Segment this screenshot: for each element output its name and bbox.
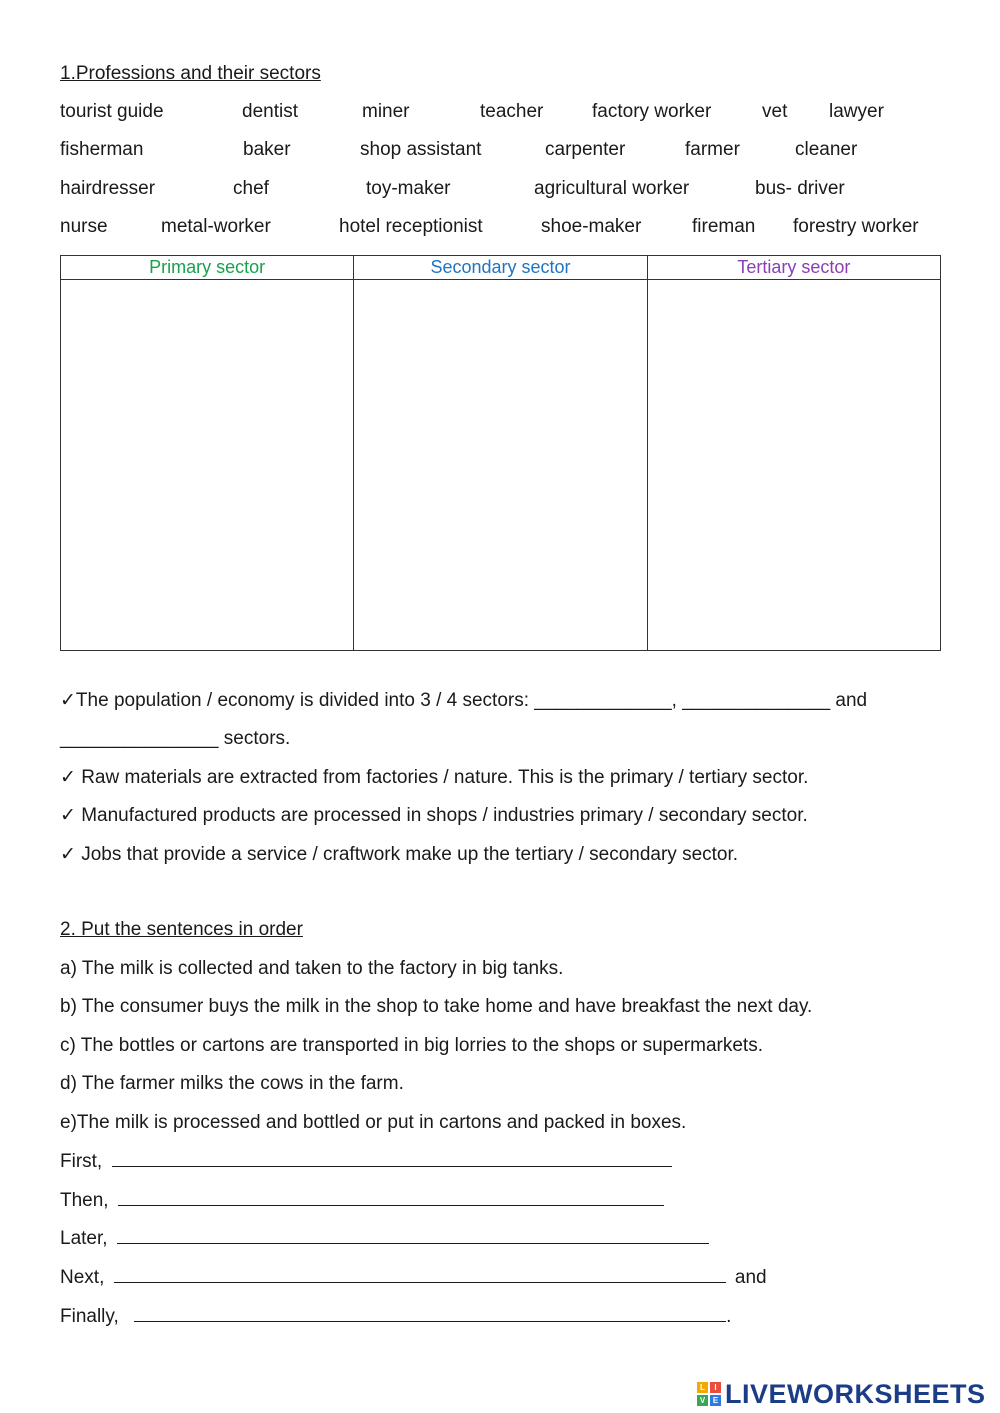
answer-first-label: First, xyxy=(60,1151,103,1172)
sentence-d: d) The farmer milks the cows in the farm. xyxy=(60,1073,404,1094)
answer-next-suffix: and xyxy=(734,1267,767,1288)
statement-1-line-1: ✓The population / economy is divided into 3 / 4 sectors: _____________, ______________ and xyxy=(60,690,868,711)
answer-finally-label: Finally, xyxy=(60,1306,119,1327)
word-bank-item: factory worker xyxy=(592,101,712,122)
word-bank-item: chef xyxy=(233,178,269,199)
word-bank-item: baker xyxy=(243,139,291,160)
answer-later-label: Later, xyxy=(60,1228,108,1249)
liveworksheets-logo[interactable] xyxy=(697,1378,986,1410)
sentence-c: c) The bottles or cartons are transported in big lorries to the shops or supermarkets. xyxy=(60,1035,763,1056)
sectors-table xyxy=(60,255,941,651)
word-bank-item: forestry worker xyxy=(793,216,919,237)
section1-heading: 1.Professions and their sectors xyxy=(60,63,321,84)
answer-then-label: Then, xyxy=(60,1190,109,1211)
answer-then-input[interactable] xyxy=(118,1189,664,1206)
word-bank-item: cleaner xyxy=(795,139,858,160)
word-bank-item: vet xyxy=(762,101,788,122)
sentence-a: a) The milk is collected and taken to the factory in big tanks. xyxy=(60,958,564,979)
answer-finally-suffix: . xyxy=(726,1306,732,1327)
statement-2: ✓ Raw materials are extracted from factories / nature. This is the primary / tertiary sector. xyxy=(60,767,809,788)
word-bank-item: farmer xyxy=(685,139,740,160)
word-bank-item: dentist xyxy=(242,101,298,122)
sentence-e: e)The milk is processed and bottled or put in cartons and packed in boxes. xyxy=(60,1112,687,1133)
statement-1-line-2: _______________ sectors. xyxy=(60,728,291,749)
liveworksheets-logo-icon: L I V E xyxy=(697,1382,721,1406)
word-bank-item: nurse xyxy=(60,216,108,237)
tertiary-sector-header: Tertiary sector xyxy=(647,256,940,280)
liveworksheets-logo-text: LIVEWORKSHEETS xyxy=(725,1378,986,1409)
sentence-b: b) The consumer buys the milk in the shop to take home and have breakfast the next day. xyxy=(60,996,813,1017)
primary-sector-header: Primary sector xyxy=(61,256,354,280)
answer-then-row xyxy=(60,1189,664,1212)
word-bank-item: tourist guide xyxy=(60,101,164,122)
answer-finally-row xyxy=(60,1305,731,1328)
answer-later-row xyxy=(60,1227,709,1250)
word-bank-item: bus- driver xyxy=(755,178,845,199)
answer-first-input[interactable] xyxy=(112,1150,672,1167)
primary-sector-dropzone[interactable] xyxy=(61,280,354,651)
answer-finally-input[interactable] xyxy=(134,1305,726,1322)
statement-3: ✓ Manufactured products are processed in shops / industries primary / secondary sector. xyxy=(60,805,808,826)
word-bank-item: hotel receptionist xyxy=(339,216,483,237)
answer-next-row xyxy=(60,1266,767,1289)
secondary-sector-header: Secondary sector xyxy=(354,256,647,280)
tertiary-sector-dropzone[interactable] xyxy=(647,280,940,651)
section2-heading: 2. Put the sentences in order xyxy=(60,919,303,940)
word-bank-item: teacher xyxy=(480,101,544,122)
answer-next-label: Next, xyxy=(60,1267,105,1288)
word-bank-item: lawyer xyxy=(829,101,884,122)
secondary-sector-dropzone[interactable] xyxy=(354,280,647,651)
word-bank-item: toy-maker xyxy=(366,178,451,199)
answer-next-input[interactable] xyxy=(114,1266,726,1283)
word-bank-item: shoe-maker xyxy=(541,216,642,237)
word-bank-item: fireman xyxy=(692,216,756,237)
word-bank-item: agricultural worker xyxy=(534,178,690,199)
answer-first-row xyxy=(60,1150,672,1173)
answer-later-input[interactable] xyxy=(117,1227,709,1244)
statement-4: ✓ Jobs that provide a service / craftwork make up the tertiary / secondary sector. xyxy=(60,844,739,865)
word-bank-item: miner xyxy=(362,101,410,122)
word-bank-item: hairdresser xyxy=(60,178,156,199)
word-bank-item: carpenter xyxy=(545,139,626,160)
word-bank-item: metal-worker xyxy=(161,216,271,237)
word-bank-item: fisherman xyxy=(60,139,144,160)
word-bank-item: shop assistant xyxy=(360,139,482,160)
